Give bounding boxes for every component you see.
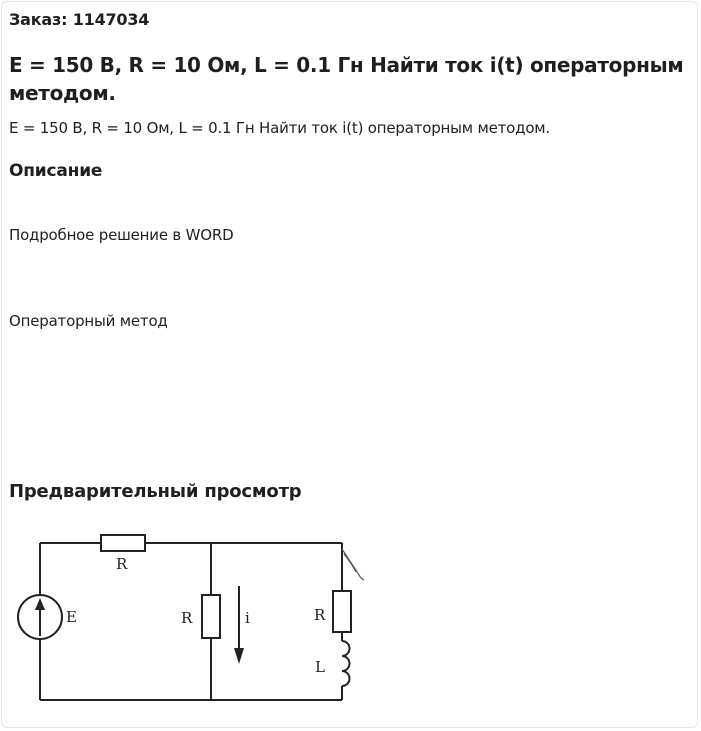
current-arrow	[234, 586, 244, 664]
order-label: Заказ:	[9, 10, 68, 29]
order-value: 1147034	[72, 10, 150, 29]
description-heading: Описание	[9, 161, 103, 181]
current-label: i	[245, 609, 250, 627]
top-resistor	[101, 535, 145, 551]
top-resistor-label: R	[116, 555, 128, 573]
middle-resistor	[202, 595, 220, 638]
middle-resistor-label: R	[181, 609, 193, 627]
page-title: E = 150 В, R = 10 Ом, L = 0.1 Гн Найти ток i(t) операторным методом.	[9, 53, 684, 105]
order-number	[9, 10, 149, 29]
right-resistor-label: R	[314, 606, 326, 624]
voltage-source	[18, 595, 62, 639]
description-paragraph-1: Подробное решение в WORD	[9, 226, 234, 244]
circuit-diagram	[0, 520, 701, 731]
page-subtitle: E = 150 В, R = 10 Ом, L = 0.1 Гн Найти ток i(t) операторным методом.	[9, 119, 550, 137]
description-paragraph-2: Операторный метод	[9, 312, 168, 330]
inductor-label: L	[315, 658, 325, 676]
inductor	[342, 641, 350, 686]
preview-heading: Предварительный просмотр	[9, 481, 302, 502]
right-resistor	[333, 591, 351, 632]
switch-mark	[342, 549, 364, 580]
source-label: E	[66, 608, 77, 626]
